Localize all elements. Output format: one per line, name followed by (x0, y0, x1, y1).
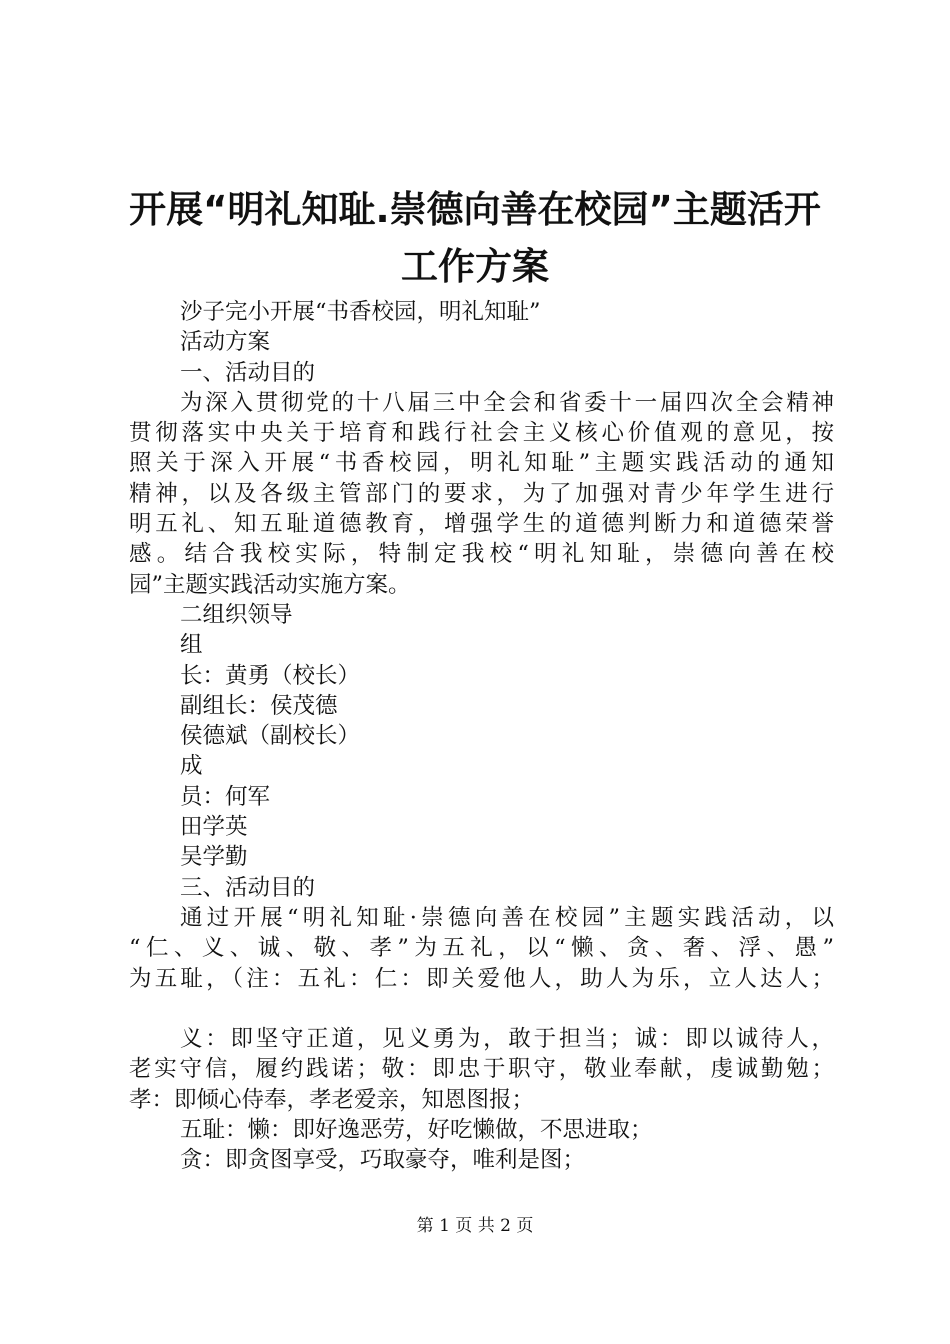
org-line: 组 (180, 632, 203, 659)
section-3b-line: 义：即坚守正道，见义勇为，敢于担当；诚：即以诚待人， (180, 1026, 834, 1053)
section-1-line: 园”主题实践活动实施方案。 (129, 571, 411, 598)
org-line: 吴学勤 (180, 844, 248, 871)
page-number-footer: 第 1 页 共 2 页 (416, 1216, 534, 1236)
document-title-line-1: 开展“明礼知耻.崇德向善在校园”主题活开 (129, 188, 821, 231)
section-3b-line: 老实守信，履约践诺；敬：即忠于职守，敬业奉献，虔诚勤勉； (129, 1056, 834, 1083)
section-2-heading: 二组织领导 (180, 601, 293, 628)
section-1-line: 贯彻落实中央关于培育和践行社会主义核心价值观的意见，按 (129, 420, 834, 447)
org-line: 侯德斌（副校长） (180, 723, 361, 750)
shame-line: 五耻：懒：即好逸恶劳，好吃懒做，不思进取； (180, 1117, 653, 1144)
section-3-line: 为五耻，（注：五礼：仁：即关爱他人，助人为乐，立人达人； (129, 965, 834, 992)
document-body (129, 297, 834, 1176)
section-3-line: “仁、义、诚、敬、孝”为五礼，以“懒、贪、奢、浮、愚” (129, 935, 834, 962)
section-3-line: 通过开展“明礼知耻·崇德向善在校园”主题实践活动，以 (180, 904, 834, 931)
document-title-line-2: 工作方案 (401, 245, 549, 288)
org-line: 长：黄勇（校长） (180, 662, 361, 689)
blank-line (129, 994, 834, 1024)
section-1-line: 照关于深入开展“书香校园，明礼知耻”主题实践活动的通知 (129, 450, 834, 477)
section-1-line: 为深入贯彻党的十八届三中全会和省委十一届四次全会精神 (180, 389, 834, 416)
subtitle-line-1: 沙子完小开展“书香校园，明礼知耻” (180, 299, 541, 325)
subtitle-line-2: 活动方案 (180, 329, 271, 356)
org-line: 员：何军 (180, 783, 271, 810)
section-1-heading: 一、活动目的 (180, 359, 316, 386)
shame-line: 贪：即贪图享受，巧取豪夺，唯利是图； (180, 1147, 586, 1174)
section-1-line: 感。结合我校实际，特制定我校“明礼知耻，崇德向善在校 (129, 541, 834, 568)
org-line: 成 (180, 753, 203, 780)
section-1-line: 精神，以及各级主管部门的要求，为了加强对青少年学生进行 (129, 480, 834, 507)
org-line: 田学英 (180, 814, 248, 841)
section-3-heading: 三、活动目的 (180, 874, 316, 901)
org-line: 副组长：侯茂德 (180, 692, 338, 719)
section-1-line: 明五礼、知五耻道德教育，增强学生的道德判断力和道德荣誉 (129, 511, 834, 538)
section-3b-line: 孝：即倾心侍奉，孝老爱亲，知恩图报； (129, 1086, 535, 1113)
